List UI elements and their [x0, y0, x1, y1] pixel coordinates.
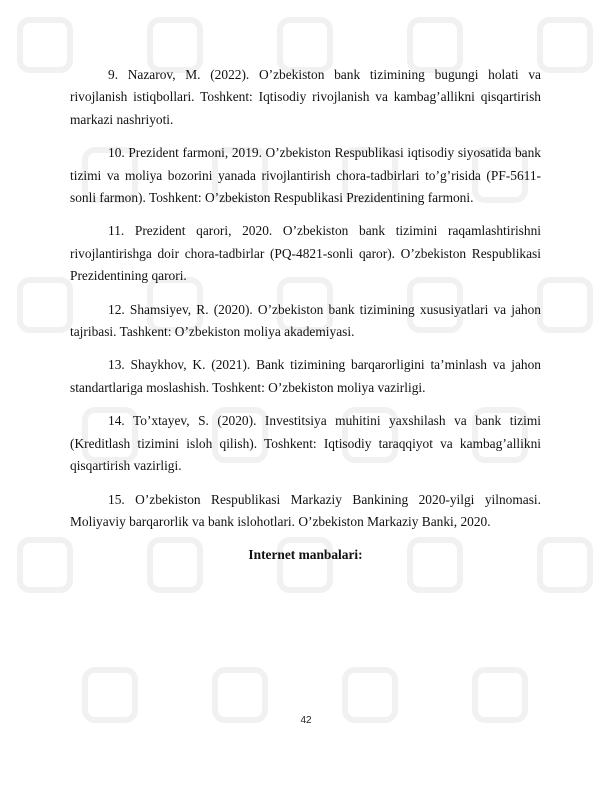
page-number: 42 — [300, 715, 312, 726]
reference-list — [70, 64, 541, 566]
reference-item: 15. O’zbekiston Respublikasi Markaziy Bankining 2020-yilgi yilnomasi. Moliyaviy barqarorlik va bank islohotlari. O’zbekiston Markaziy Banki, 2020. — [70, 491, 541, 529]
reference-item: 12. Shamsiyev, R. (2020). O’zbekiston bank tizimining xususiyatlari va jahon tajribasi. Tashkent: O’zbekiston moliya akademiyasi. — [70, 301, 541, 340]
reference-item: 14. To’xtayev, S. (2020). Investitsiya muhitini yaxshilash va bank tizimi (Kreditlash tizimini isloh qilish). Toshkent: Iqtisodiy taraqqiyot va kambag’allikni qisqartirish vazirligi. — [70, 413, 541, 474]
reference-item: 13. Shaykhov, K. (2021). Bank tizimining barqarorligini ta’minlash va jahon standartlariga moslashish. Toshkent: O’zbekiston moliya vazirligi. — [70, 357, 541, 395]
reference-item: 9. Nazarov, M. (2022). O’zbekiston bank tizimining bugungi holati va rivojlanish istiqbollari. Toshkent: Iqtisodiy rivojlanish va kambag’allikni qisqartirish markazi nashriyoti. — [70, 67, 541, 127]
section-heading: Internet manbalari: — [248, 547, 363, 563]
reference-item: 11. Prezident qarori, 2020. O’zbekiston bank tizimini raqamlashtirishni rivojlantirishga doir chora-tadbirlar (PQ-4821-sonli qaror). O’zbekiston Respublikasi Prezidentining qarori. — [70, 223, 541, 284]
reference-item: 10. Prezident farmoni, 2019. O’zbekiston Respublikasi iqtisodiy siyosatida bank tizimi va moliya bozorini yanada rivojlantirish chora-tadbirlari to’g’risida (PF-5611-sonli farmon). Toshkent: O’zbekiston Respublikasi Prezidentining farmoni. — [70, 145, 541, 206]
